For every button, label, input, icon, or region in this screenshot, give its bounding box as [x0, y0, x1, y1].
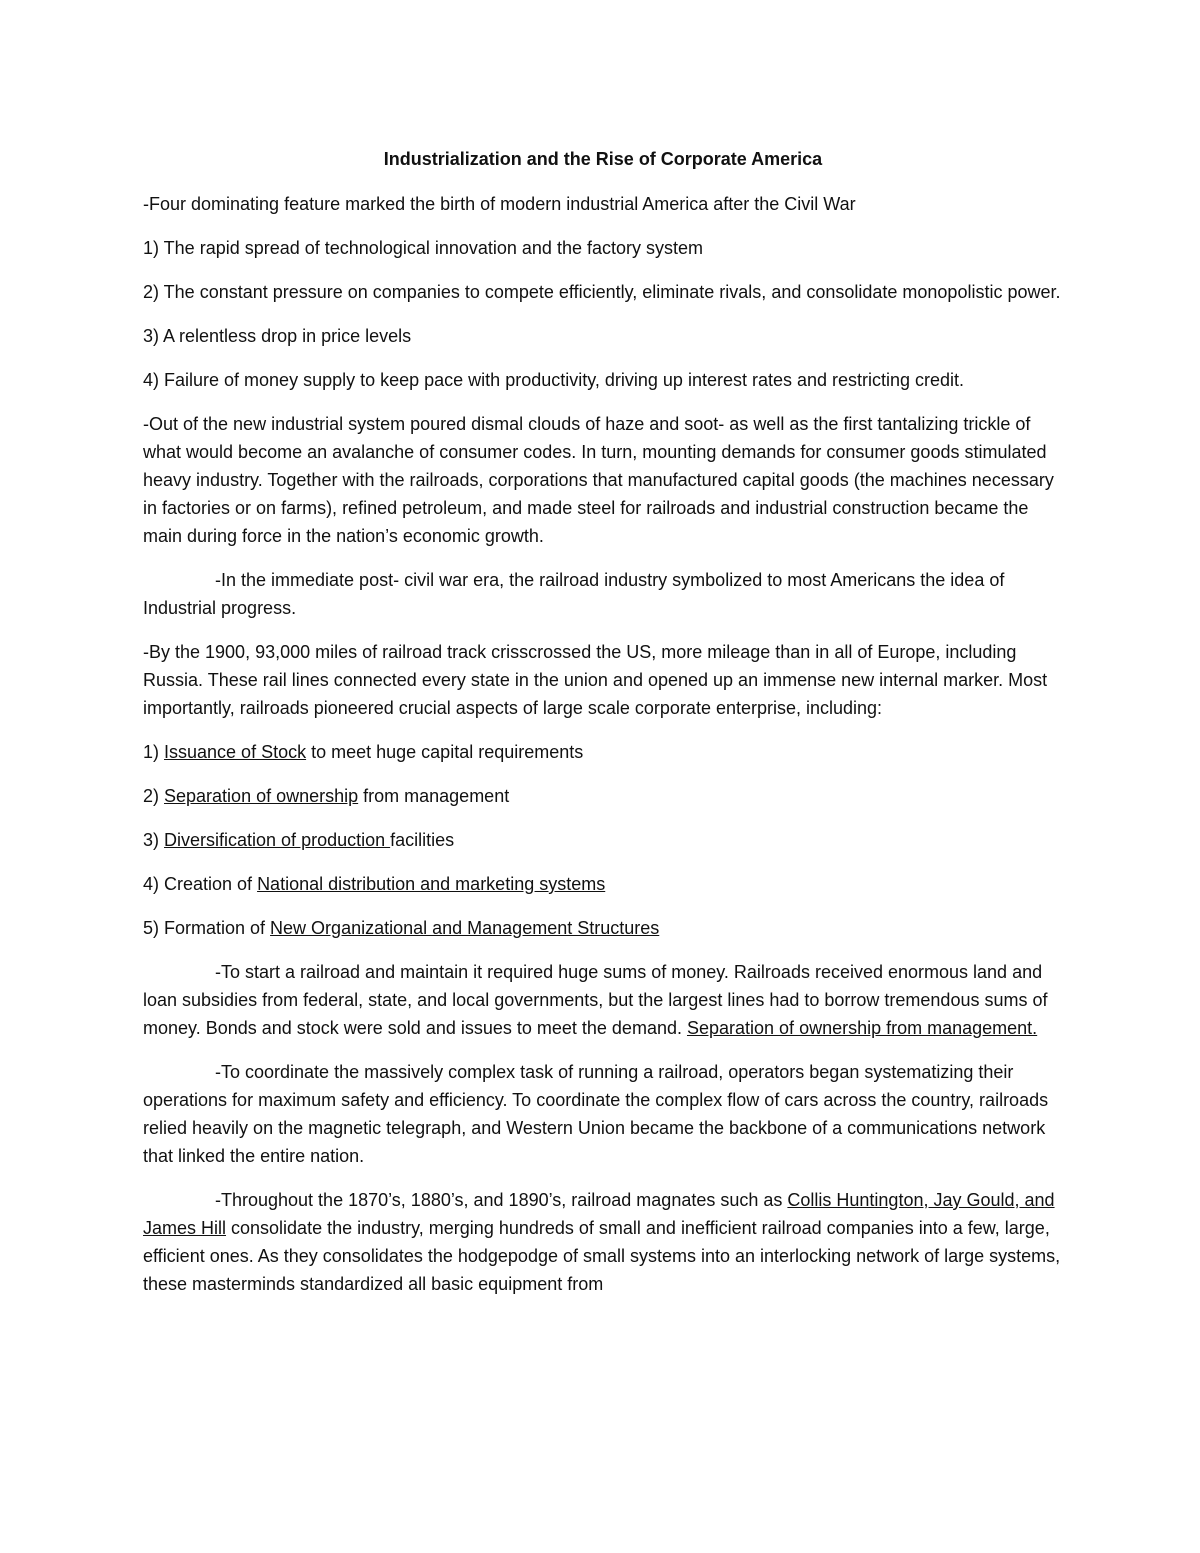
aspect-underlined-term: Diversification of production — [164, 830, 391, 850]
aspect-suffix: from management — [358, 786, 510, 806]
aspect-item-3 — [143, 826, 1063, 854]
aspect-underlined-term: National distribution and marketing systems — [257, 874, 606, 894]
aspect-prefix: 2) — [143, 786, 165, 806]
railroad-coordination-paragraph: -To coordinate the massively complex task of running a railroad, operators began systematizing their operations for maximum safety and efficiency. To coordinate the complex flow of cars across the country, railroads relied heavily on the magnetic telegraph, and Western Union became the backbone of a communications network that linked the entire nation. — [143, 1062, 1049, 1166]
aspect-item-4 — [143, 870, 1063, 898]
aspect-item-1 — [143, 738, 1063, 766]
feature-item-4: 4) Failure of money supply to keep pace with productivity, driving up interest rates and restricting credit. — [143, 370, 965, 390]
aspect-item-2 — [143, 782, 1063, 810]
intro-paragraph: -Four dominating feature marked the birth of modern industrial America after the Civil War — [143, 194, 856, 214]
magnates-names: Collis Huntington, Jay Gould, and James Hill — [143, 1190, 1055, 1238]
aspect-prefix: 4) Creation of — [143, 874, 258, 894]
aspect-underlined-term: New Organizational and Management Structures — [270, 918, 660, 938]
aspect-underlined-term: Separation of ownership — [164, 786, 359, 806]
aspect-suffix: facilities — [390, 830, 455, 850]
financing-underlined-term: Separation of ownership from management. — [686, 1018, 1038, 1038]
aspect-underlined-term: Issuance of Stock — [164, 742, 307, 762]
magnates-text-after: consolidate the industry, merging hundreds of small and inefficient railroad companies into a few, large, efficient ones. As they consolidates the hodgepodge of small systems into an interlocking network of large systems, these masterminds standardized all basic equipment from — [143, 1218, 1061, 1294]
aspect-prefix: 1) — [143, 742, 165, 762]
financing-text: -To start a railroad and maintain it required huge sums of money. Railroads received enormous land and loan subsidies from federal, state, and local governments, but the largest lines had to borrow tremendous sums of money. Bonds and stock were sold and issues to meet the demand. — [143, 962, 1048, 1038]
document-page — [143, 145, 1063, 1314]
railroad-mileage-paragraph: -By the 1900, 93,000 miles of railroad track crisscrossed the US, more mileage than in all of Europe, including Russia. These rail lines connected every state in the union and opened up an immense new internal marker. Most importantly, railroads pioneered crucial aspects of large scale corporate enterprise, including: — [143, 642, 1048, 718]
aspect-item-5 — [143, 914, 1063, 942]
aspect-suffix: to meet huge capital requirements — [306, 742, 584, 762]
railroad-magnates-paragraph — [143, 1186, 1063, 1298]
aspect-prefix: 3) — [143, 830, 165, 850]
document-title: Industrialization and the Rise of Corporate America — [383, 149, 823, 169]
industrial-system-paragraph: -Out of the new industrial system poured dismal clouds of haze and soot- as well as the first tantalizing trickle of what would become an avalanche of consumer codes. In turn, mounting demands for consumer goods stimulated heavy industry. Together with the railroads, corporations that manufactured capital goods (the machines necessary in factories or on farms), refined petroleum, and made steel for railroads and industrial construction became the main during force in the nation’s economic growth. — [143, 414, 1054, 546]
railroad-financing-paragraph — [143, 958, 1063, 1042]
magnates-text-before: -Throughout the 1870’s, 1880’s, and 1890’s, railroad magnates such as — [215, 1190, 788, 1210]
feature-item-1: 1) The rapid spread of technological innovation and the factory system — [143, 238, 703, 258]
feature-item-3: 3) A relentless drop in price levels — [143, 326, 412, 346]
feature-item-2: 2) The constant pressure on companies to compete efficiently, eliminate rivals, and consolidate monopolistic power. — [143, 282, 1061, 302]
aspect-prefix: 5) Formation of — [143, 918, 271, 938]
postwar-paragraph: -In the immediate post- civil war era, the railroad industry symbolized to most Americans the idea of Industrial progress. — [143, 570, 1005, 618]
